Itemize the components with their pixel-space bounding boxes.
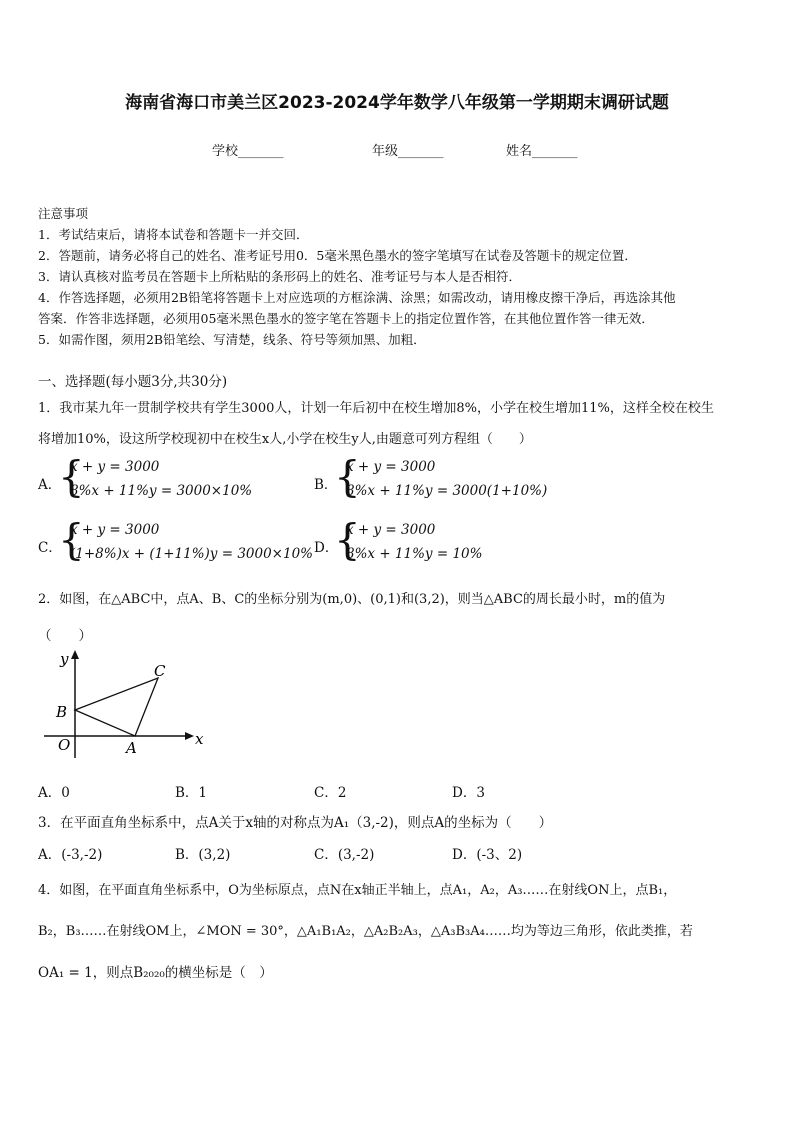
brace-icon: { [334,452,361,501]
q1-b-eq1: x + y = 3000 [346,459,436,475]
fig-label-x: x [195,730,204,748]
q1-a-eq2: 8%x + 11%y = 3000×10% [70,483,253,499]
notice-item: 2．答题前，请务必将自己的姓名、准考证号用0．5毫米黑色墨水的签字笔填写在试卷及答题卡的规定位置． [38,248,637,263]
page-title: 海南省海口市美兰区2023-2024学年数学八年级第一学期期末调研试题 [125,93,669,113]
brace-icon: { [58,515,85,564]
q2-triangle-figure [40,646,210,761]
q1-text-line1: 1．我市某九年一贯制学校共有学生3000人，计划一年后初中在校生增加8%，小学在校生增加11%，这样全校在校生 [38,401,714,416]
school-field[interactable]: 学校_______ [212,144,284,159]
x-axis-arrow-icon [185,732,194,740]
fig-label-c: C [154,662,166,680]
q2-option-c[interactable]: C．2 [314,785,347,801]
q3-option-a[interactable]: A．(-3,-2) [38,847,103,863]
notice-item: 3．请认真核对监考员在答题卡上所粘贴的条形码上的姓名、准考证号与本人是否相符． [38,269,521,284]
fig-label-y: y [60,650,69,668]
q4-text-line3: OA₁ = 1，则点B₂₀₂₀的横坐标是（ ） [38,965,273,981]
q2-text-line1: 2．如图，在△ABC中，点A、B、C的坐标分别为(m,0)、(0,1)和(3,2)，则当△ABC的周长最小时，m的值为 [38,592,666,607]
q1-b-eq2: 8%x + 11%y = 3000(1+10%) [346,483,548,499]
q1-d-eq2: 8%x + 11%y = 10% [346,546,483,562]
q1-text-line2: 将增加10%，设这所学校现初中在校生x人,小学在校生y人,由题意可列方程组（ ） [38,432,532,447]
q3-option-d[interactable]: D．(-3、2) [452,847,523,863]
q1-d-eq1: x + y = 3000 [346,522,436,538]
brace-icon: { [58,452,85,501]
q2-option-b[interactable]: B．1 [175,785,208,801]
triangle-abc [75,678,158,736]
q3-option-c[interactable]: C．(3,-2) [314,847,375,863]
section-heading: 一、选择题(每小题3分,共30分) [38,374,228,390]
q2-option-d[interactable]: D．3 [452,785,485,801]
q1-option-b-label[interactable]: B． [314,477,338,493]
q1-c-eq1: x + y = 3000 [70,522,160,538]
notice-item: 1．考试结束后，请将本试卷和答题卡一并交回． [38,227,309,242]
notice-heading: 注意事项 [38,206,89,221]
q4-text-line1: 4．如图，在平面直角坐标系中，O为坐标原点，点N在x轴正半轴上，点A₁，A₂，A₃……在射线ON上，点B₁， [38,883,677,898]
q4-text-line2: B₂，B₃……在射线OM上，∠MON = 30°，△A₁B₁A₂，△A₂B₂A₃，△A₃B₃A₄……均为等边三角形，依此类推，若 [38,924,693,939]
fig-label-o: O [58,736,71,754]
y-axis-arrow-icon [71,650,79,659]
grade-field[interactable]: 年级_______ [372,144,444,159]
q3-option-b[interactable]: B．(3,2) [175,847,231,863]
q2-option-a[interactable]: A．0 [38,785,70,801]
notice-item: 4．作答选择题，必须用2B铅笔将答题卡上对应选项的方框涂满、涂黑；如需改动，请用橡皮擦干净后，再选涂其他 [38,290,676,305]
q1-c-eq2: (1+8%)x + (1+11%)y = 3000×10% [70,546,313,562]
q1-a-eq1: x + y = 3000 [70,459,160,475]
brace-icon: { [334,515,361,564]
q1-option-a-label[interactable]: A． [38,477,62,493]
q2-text-line2: （ ） [38,628,92,644]
q1-option-d-label[interactable]: D． [314,540,339,556]
name-field[interactable]: 姓名_______ [506,144,578,159]
fig-label-a: A [126,739,137,757]
q1-option-c-label[interactable]: C． [38,540,62,556]
q3-text: 3．在平面直角坐标系中，点A关于x轴的对称点为A₁（3,-2)，则点A的坐标为（ ） [38,815,553,831]
notice-item: 答案．作答非选择题，必须用05毫米黑色墨水的签字笔在答题卡上的指定位置作答，在其他位置作答一律无效． [38,311,654,326]
notice-item: 5．如需作图，须用2B铅笔绘、写清楚，线条、符号等须加黑、加粗． [38,332,426,347]
fig-label-b: B [56,703,68,721]
